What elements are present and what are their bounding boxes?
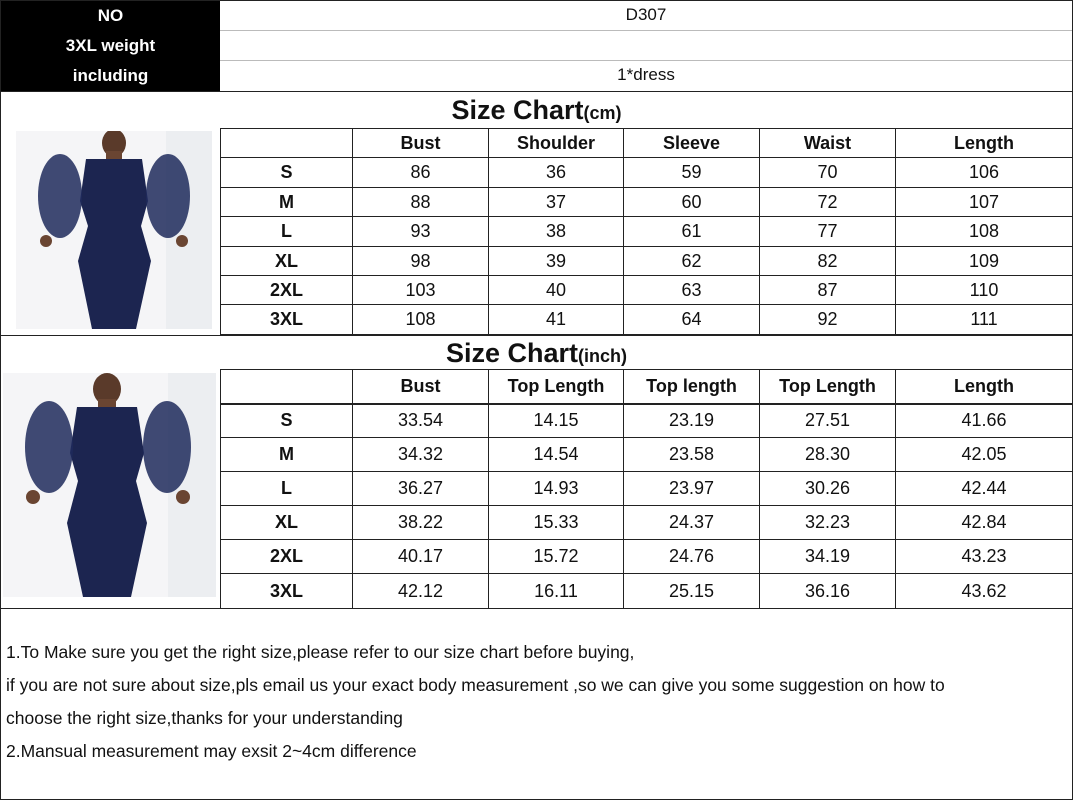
header-label-no: NO xyxy=(97,6,124,25)
chart-title: Size Chart xyxy=(451,95,584,125)
dress-photo-inch xyxy=(3,373,216,597)
dress-model-image xyxy=(16,131,212,329)
value-cell: 63 xyxy=(624,276,760,305)
size-cell: 3XL xyxy=(221,574,353,609)
chart-unit: (cm) xyxy=(583,103,622,123)
table-row xyxy=(221,540,1073,574)
size-notes xyxy=(1,608,1072,768)
note-line: if you are not sure about size,pls email us your exact body measurement ,so we can give you some suggestion on how to xyxy=(6,675,945,695)
value-cell: 37 xyxy=(489,188,624,217)
note-line: 2.Mansual measurement may exsit 2~4cm difference xyxy=(6,741,417,761)
size-cell: S xyxy=(221,158,353,188)
value-cell: 33.54 xyxy=(353,404,489,438)
size-cell: 3XL xyxy=(221,305,353,335)
size-cell: 2XL xyxy=(221,540,353,574)
column-header: Bust xyxy=(353,370,489,404)
table-row xyxy=(221,276,1073,305)
value-cell: 43.23 xyxy=(896,540,1073,574)
value-cell: 98 xyxy=(353,247,489,276)
value-cell: 92 xyxy=(760,305,896,335)
column-header: Length xyxy=(896,129,1073,158)
value-cell: 34.19 xyxy=(760,540,896,574)
size-chart-inch-title xyxy=(1,335,1072,369)
value-cell: 34.32 xyxy=(353,438,489,472)
value-cell: 23.19 xyxy=(624,404,760,438)
value-cell: 23.58 xyxy=(624,438,760,472)
value-cell: 42.84 xyxy=(896,506,1073,540)
value-cell: 62 xyxy=(624,247,760,276)
table-row xyxy=(221,305,1073,335)
size-table-inch xyxy=(220,369,1073,609)
header-label-weight: 3XL weight xyxy=(65,36,156,55)
value-cell: 32.23 xyxy=(760,506,896,540)
value-cell: 110 xyxy=(896,276,1073,305)
value-cell: 103 xyxy=(353,276,489,305)
column-header: Waist xyxy=(760,129,896,158)
value-cell: 106 xyxy=(896,158,1073,188)
value-cell: 111 xyxy=(896,305,1073,335)
size-cell: L xyxy=(221,472,353,506)
value-cell: 88 xyxy=(353,188,489,217)
header-value-block xyxy=(220,1,1072,91)
value-cell: 60 xyxy=(624,188,760,217)
size-cell: S xyxy=(221,404,353,438)
value-cell: 42.05 xyxy=(896,438,1073,472)
header-label-including: including xyxy=(72,66,149,85)
value-cell: 109 xyxy=(896,247,1073,276)
weight-value xyxy=(220,31,1072,61)
column-header: Top Length xyxy=(489,370,624,404)
value-cell: 38.22 xyxy=(353,506,489,540)
value-cell: 43.62 xyxy=(896,574,1073,609)
value-cell: 36.27 xyxy=(353,472,489,506)
value-cell: 42.44 xyxy=(896,472,1073,506)
size-column-header xyxy=(221,370,353,404)
size-cell: M xyxy=(221,188,353,217)
value-cell: 93 xyxy=(353,217,489,247)
value-cell: 39 xyxy=(489,247,624,276)
table-row xyxy=(221,217,1073,247)
table-row xyxy=(221,472,1073,506)
column-header: Top Length xyxy=(760,370,896,404)
value-cell: 41.66 xyxy=(896,404,1073,438)
value-cell: 82 xyxy=(760,247,896,276)
dress-photo-cm xyxy=(16,131,212,329)
size-cell: M xyxy=(221,438,353,472)
value-cell: 14.15 xyxy=(489,404,624,438)
size-column-header xyxy=(221,129,353,158)
value-cell: 30.26 xyxy=(760,472,896,506)
size-cell: XL xyxy=(221,247,353,276)
size-cell: XL xyxy=(221,506,353,540)
value-cell: 15.72 xyxy=(489,540,624,574)
table-row xyxy=(221,247,1073,276)
table-header-row xyxy=(221,129,1073,158)
value-cell: 27.51 xyxy=(760,404,896,438)
value-cell: 87 xyxy=(760,276,896,305)
value-cell: 36.16 xyxy=(760,574,896,609)
column-header: Shoulder xyxy=(489,129,624,158)
value-cell: 108 xyxy=(896,217,1073,247)
chart-title: Size Chart xyxy=(445,338,579,368)
table-row xyxy=(221,506,1073,540)
value-cell: 107 xyxy=(896,188,1073,217)
note-line: choose the right size,thanks for your understanding xyxy=(6,708,403,728)
value-cell: 59 xyxy=(624,158,760,188)
table-row xyxy=(221,158,1073,188)
value-cell: 28.30 xyxy=(760,438,896,472)
table-row xyxy=(221,188,1073,217)
size-table-cm xyxy=(220,128,1073,335)
value-cell: 23.97 xyxy=(624,472,760,506)
value-cell: 15.33 xyxy=(489,506,624,540)
value-cell: 25.15 xyxy=(624,574,760,609)
value-cell: 36 xyxy=(489,158,624,188)
value-cell: 70 xyxy=(760,158,896,188)
size-cell: 2XL xyxy=(221,276,353,305)
value-cell: 64 xyxy=(624,305,760,335)
column-header: Sleeve xyxy=(624,129,760,158)
value-cell: 42.12 xyxy=(353,574,489,609)
value-cell: 40.17 xyxy=(353,540,489,574)
value-cell: 14.93 xyxy=(489,472,624,506)
value-cell: 77 xyxy=(760,217,896,247)
value-cell: 108 xyxy=(353,305,489,335)
value-cell: 61 xyxy=(624,217,760,247)
value-cell: 24.76 xyxy=(624,540,760,574)
table-row xyxy=(221,574,1073,609)
size-cell: L xyxy=(221,217,353,247)
column-header: Bust xyxy=(353,129,489,158)
table-row xyxy=(221,404,1073,438)
header-label-block xyxy=(1,1,220,91)
dress-model-image xyxy=(3,373,216,597)
column-header: Top length xyxy=(624,370,760,404)
size-chart-cm-title xyxy=(1,91,1072,128)
table-row xyxy=(221,438,1073,472)
table-header-row xyxy=(221,370,1073,404)
value-cell: 16.11 xyxy=(489,574,624,609)
value-cell: 72 xyxy=(760,188,896,217)
value-cell: 40 xyxy=(489,276,624,305)
column-header: Length xyxy=(896,370,1073,404)
product-code: D307 xyxy=(220,1,1072,31)
value-cell: 86 xyxy=(353,158,489,188)
value-cell: 41 xyxy=(489,305,624,335)
value-cell: 24.37 xyxy=(624,506,760,540)
value-cell: 38 xyxy=(489,217,624,247)
package-content: 1*dress xyxy=(617,65,675,84)
value-cell: 14.54 xyxy=(489,438,624,472)
note-line: 1.To Make sure you get the right size,please refer to our size chart before buying, xyxy=(6,642,635,662)
chart-unit: (inch) xyxy=(578,346,628,366)
